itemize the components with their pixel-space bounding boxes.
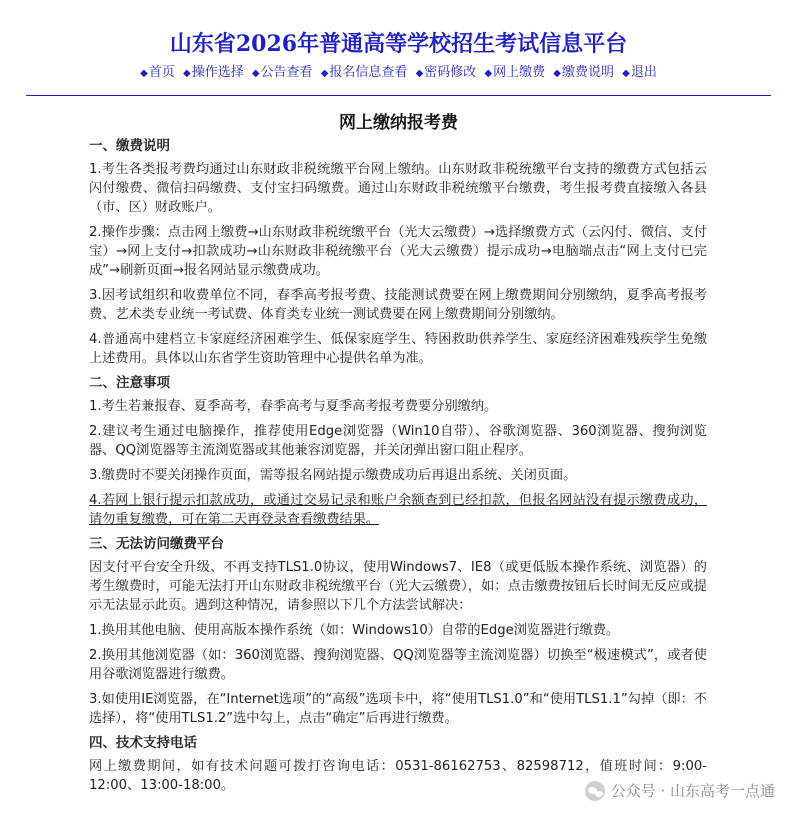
- nav-password-change[interactable]: ◆密码修改: [415, 65, 477, 80]
- paragraph: 因支付平台安全升级、不再支持TLS1.0协议，使用Windows7、IE8（或更低版本操作系统、浏览器）的考生缴费时，可能无法打开山东财政非税统缴平台（光大云缴费），如：点击缴费按钮后长时间无反应或提示无法显示此页。遇到这种情况，请参照以下几个方法尝试解决：: [89, 560, 707, 613]
- section-heading-cannot-access: 三、无法访问缴费平台: [89, 536, 224, 552]
- site-title: 山东省2026年普通高等学校招生考试信息平台: [169, 31, 628, 57]
- paragraph: 2.建议考生通过电脑操作，推荐使用Edge浏览器（Win10自带）、谷歌浏览器、360浏览器、搜狗浏览器、QQ浏览器等主流浏览器或其他兼容浏览器，并关闭弹出窗口阻止程序。: [89, 424, 707, 458]
- diamond-bullet-icon: ◆: [415, 68, 424, 79]
- diamond-bullet-icon: ◆: [140, 68, 148, 79]
- diamond-bullet-icon: ◆: [251, 68, 260, 79]
- paragraph: 3.因考试组织和收费单位不同，春季高考报考费、技能测试费要在网上缴费期间分别缴纳，夏季高考报考费、艺术类专业统一考试费、体育类专业统一测试费要在网上缴费期间分别缴纳。: [89, 288, 707, 322]
- page-title: 网上缴纳报考费: [339, 113, 458, 133]
- nav-home[interactable]: ◆首页: [140, 65, 175, 80]
- diamond-bullet-icon: ◆: [622, 68, 630, 79]
- watermark-text: 公众号 · 山东高考一点通: [610, 782, 775, 800]
- instructions-content: [0, 137, 797, 795]
- section-heading-payment-instructions: 一、缴费说明: [89, 138, 170, 154]
- paragraph: 3.如使用IE浏览器，在“Internet选项”的“高级”选项卡中，将“使用TLS1.0”和“使用TLS1.1”勾掉（即：不选择），将“使用TLS1.2”选中勾上，点击“确定”后再进行缴费。: [89, 692, 707, 726]
- paragraph: 网上缴费期间，如有技术问题可拨打咨询电话：0531-86162753、82598712，值班时间：9:00-12:00、13:00-18:00。: [89, 759, 707, 793]
- paragraph: 4.普通高中建档立卡家庭经济困难学生、低保家庭学生、特困救助供养学生、家庭经济困难残疾学生免缴上述费用。具体以山东省学生资助管理中心提供名单为准。: [89, 332, 707, 366]
- diamond-bullet-icon: ◆: [182, 68, 191, 79]
- main-nav: [0, 64, 797, 83]
- nav-registration-info[interactable]: ◆报名信息查看: [320, 65, 408, 80]
- wechat-icon: [585, 781, 605, 801]
- paragraph: 3.缴费时不要关闭操作页面，需等报名网站提示缴费成功后再退出系统、关闭页面。: [89, 468, 577, 483]
- nav-logout[interactable]: ◆退出: [622, 65, 657, 80]
- section-heading-tech-support: 四、技术支持电话: [89, 735, 197, 751]
- header-divider: [26, 95, 771, 96]
- diamond-bullet-icon: ◆: [553, 68, 561, 79]
- nav-operation-select[interactable]: ◆操作选择: [182, 65, 244, 80]
- section-heading-notes: 二、注意事项: [89, 375, 170, 391]
- paragraph: 2.换用其他浏览器（如：360浏览器、搜狗浏览器、QQ浏览器等主流浏览器）切换至“极速模式”，或者使用谷歌浏览器进行缴费。: [89, 648, 707, 682]
- paragraph-underlined: 4.若网上银行提示扣款成功，或通过交易记录和账户余额查到已经扣款，但报名网站没有提示缴费成功，请勿重复缴费，可在第二天再登录查看缴费结果。: [89, 493, 707, 527]
- nav-online-payment[interactable]: ◆网上缴费: [484, 65, 546, 80]
- paragraph: 1.考生各类报考费均通过山东财政非税统缴平台网上缴纳。山东财政非税统缴平台支持的缴费方式包括云闪付缴费、微信扫码缴费、支付宝扫码缴费。通过山东财政非税统缴平台缴费，考生报考费直接缴入各县（市、区）财政账户。: [89, 162, 707, 215]
- header: [0, 0, 797, 96]
- watermark: [585, 780, 775, 801]
- paragraph: 1.换用其他电脑、使用高版本操作系统（如：Windows10）自带的Edge浏览器进行缴费。: [89, 623, 620, 638]
- diamond-bullet-icon: ◆: [484, 68, 493, 79]
- paragraph: 2.操作步骤：点击网上缴费→山东财政非税统缴平台（光大云缴费）→选择缴费方式（云闪付、微信、支付宝）→网上支付→扣款成功→山东财政非税统缴平台（光大云缴费）提示成功→电脑端点击“网上支付已完成”→刷新页面→报名网站显示缴费成功。: [89, 225, 707, 278]
- diamond-bullet-icon: ◆: [320, 68, 329, 79]
- paragraph: 1.考生若兼报春、夏季高考，春季高考与夏季高考报考费要分别缴纳。: [89, 399, 498, 414]
- nav-announcements[interactable]: ◆公告查看: [251, 65, 313, 80]
- nav-payment-instructions[interactable]: ◆缴费说明: [553, 65, 614, 80]
